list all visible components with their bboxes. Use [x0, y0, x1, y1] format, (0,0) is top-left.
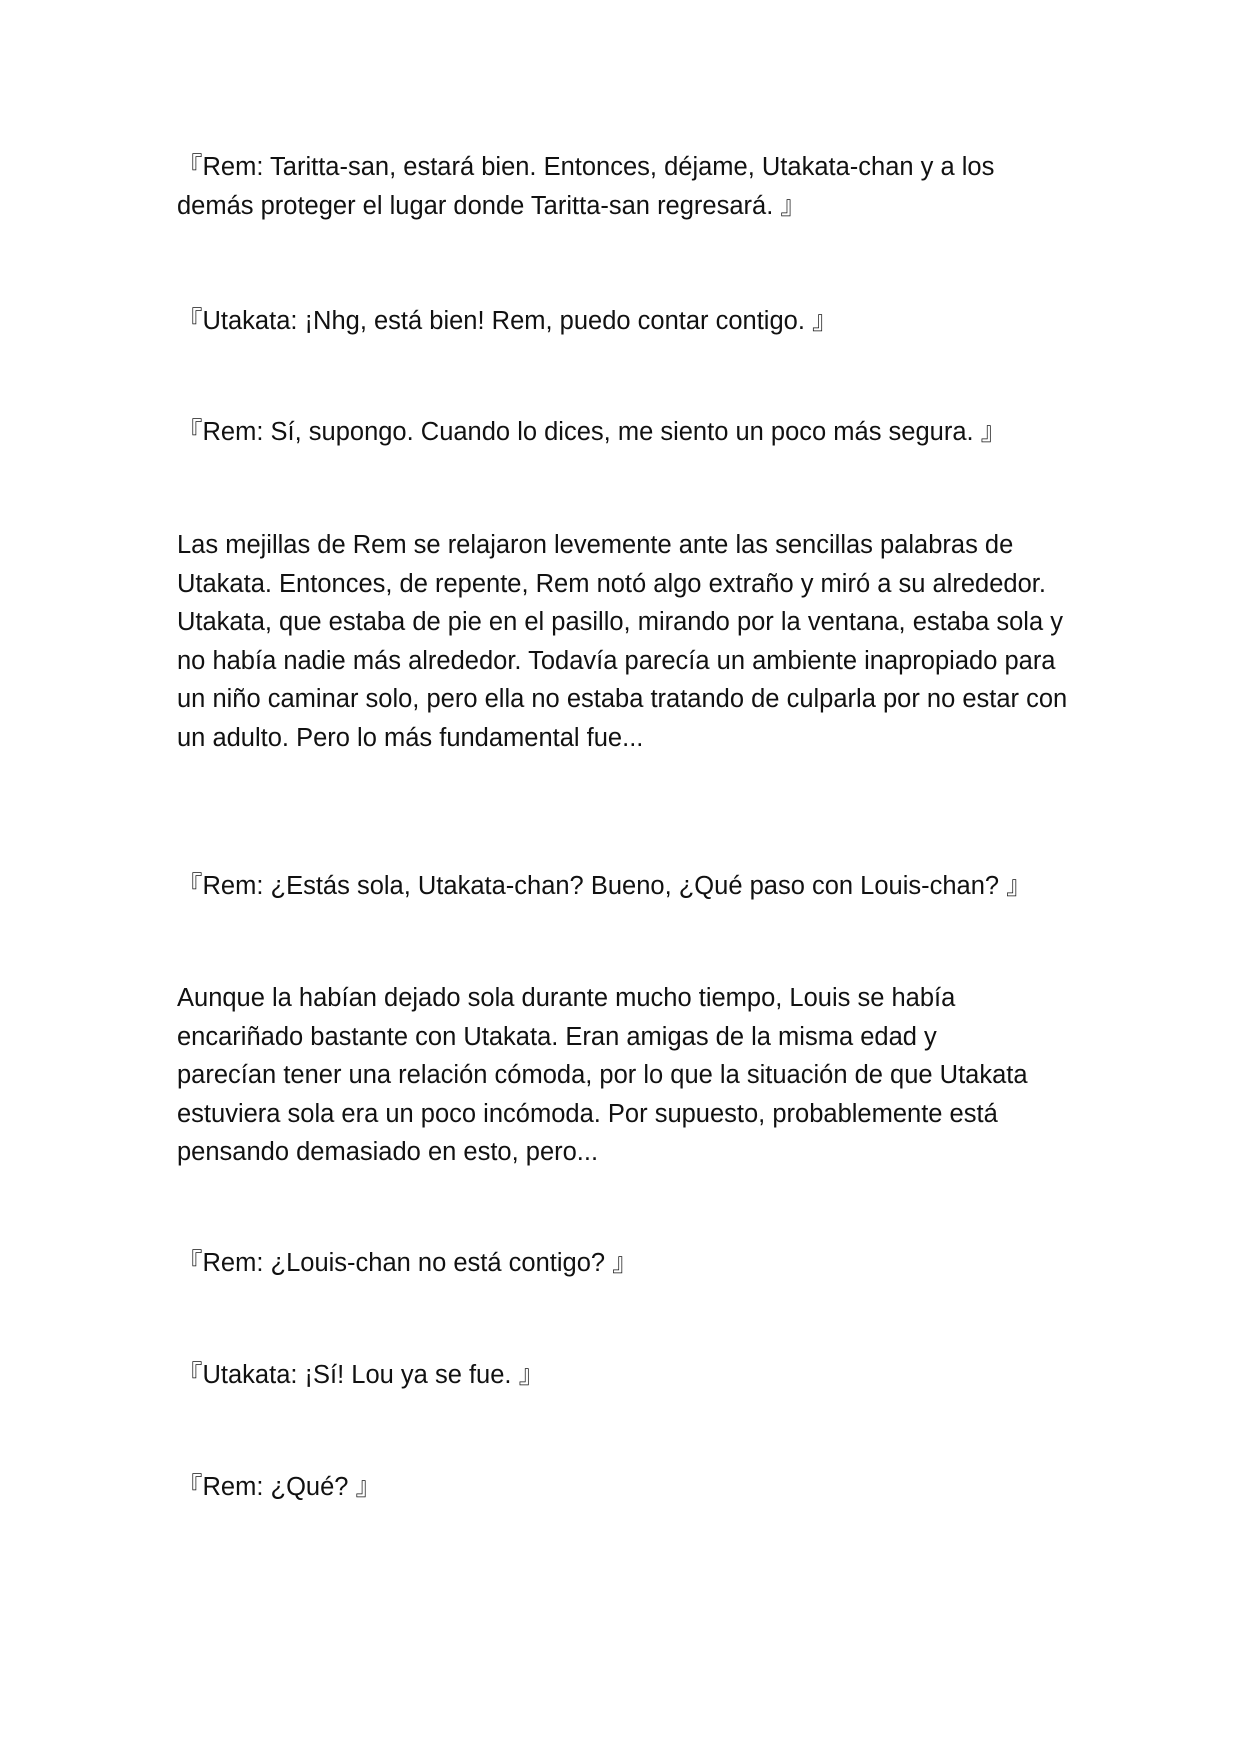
dialogue-utakata-nhg: 『Utakata: ¡Nhg, está bien! Rem, puedo contar contigo. 』	[177, 307, 838, 335]
dialogue-utakata-lou-se-fue: 『Utakata: ¡Sí! Lou ya se fue. 』	[177, 1361, 545, 1389]
narration-louis-encarinado: Aunque la habían dejado sola durante mucho tiempo, Louis se había encariñado bastante con Utakata. Eran amigas de la misma edad y parecían tener una relación cómoda, por lo que la situación de que Utakata estuviera sola era un poco incómoda. Por supuesto, probablemente está pensando demasiado en esto, pero...	[177, 984, 1028, 1166]
narration-rem-mejillas: Las mejillas de Rem se relajaron levemente ante las sencillas palabras de Utakata. Entonces, de repente, Rem notó algo extraño y miró a su alrededor. Utakata, que estaba de pie en el pasillo, mirando por la ventana, estaba sola y no había nadie más alrededor. Todavía parecía un ambiente inapropiado para un niño caminar solo, pero ella no estaba tratando de culparla por no estar con un adulto. Pero lo más fundamental fue...	[177, 531, 1068, 752]
dialogue-rem-taritta: 『Rem: Taritta-san, estará bien. Entonces, déjame, Utakata-chan y a los demás proteger el lugar donde Taritta-san regresará. 』	[177, 153, 995, 220]
dialogue-rem-louis-contigo: 『Rem: ¿Louis-chan no está contigo? 』	[177, 1249, 638, 1277]
dialogue-rem-supongo: 『Rem: Sí, supongo. Cuando lo dices, me siento un poco más segura. 』	[177, 418, 1007, 446]
dialogue-rem-que: 『Rem: ¿Qué? 』	[177, 1473, 382, 1501]
dialogue-rem-estas-sola: 『Rem: ¿Estás sola, Utakata-chan? Bueno, ¿Qué paso con Louis-chan? 』	[177, 872, 1032, 900]
